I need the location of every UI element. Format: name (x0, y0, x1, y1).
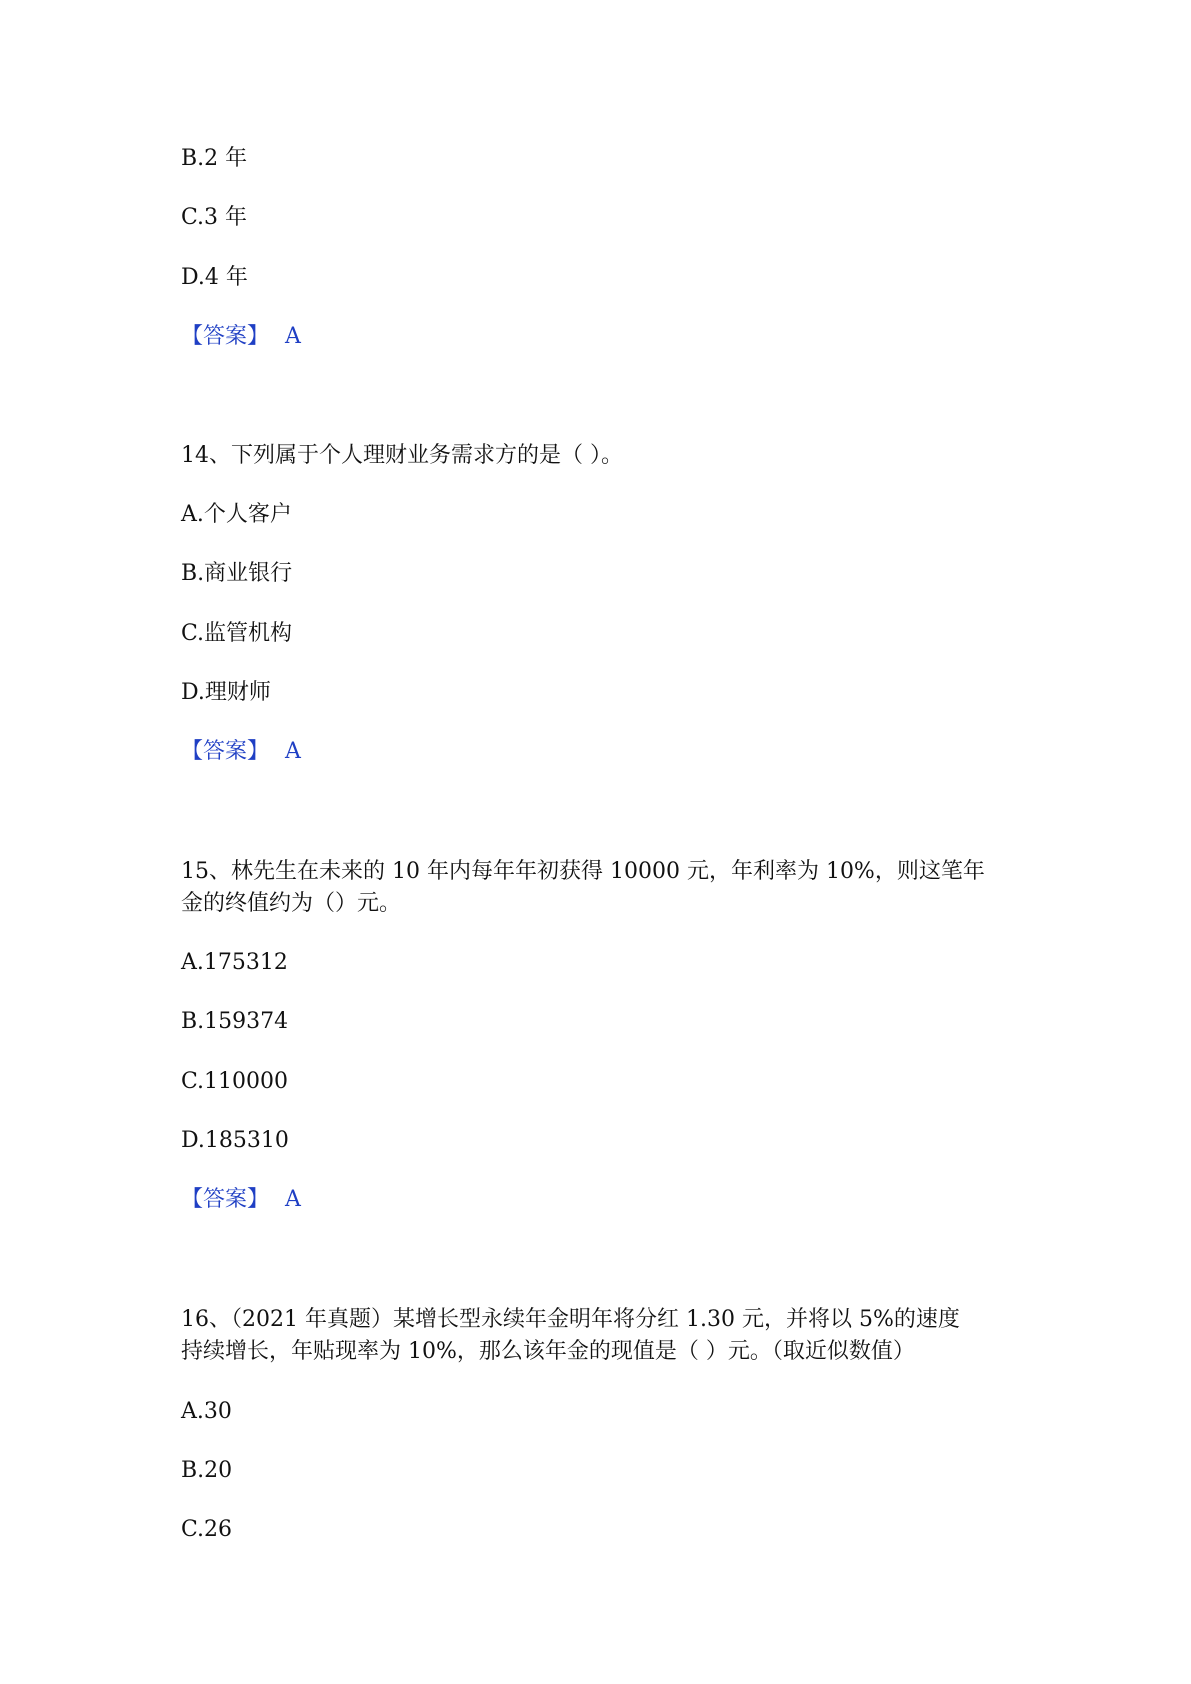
q13-option-b: B.2 年 (181, 146, 248, 171)
q16-option-a: A.30 (181, 1399, 232, 1424)
q14-option-c: C.监管机构 (181, 621, 293, 646)
q15-answer-value: A (285, 1187, 301, 1212)
q15-option-c: C.110000 (181, 1069, 289, 1094)
q16-option-c: C.26 (181, 1517, 233, 1542)
q13-answer-value: A (285, 324, 301, 349)
q16-stem-line1: 16、（2021 年真题）某增长型永续年金明年将分红 1.30 元，并将以 5%的速度 (181, 1307, 960, 1332)
q15-answer-label: 【答案】 (181, 1187, 270, 1212)
q14-option-d: D.理财师 (181, 680, 271, 705)
q15-option-d: D.185310 (181, 1128, 289, 1153)
q13-option-d: D.4 年 (181, 265, 248, 290)
q14-option-b: B.商业银行 (181, 561, 293, 586)
q14-answer-value: A (285, 739, 301, 764)
q16-option-b: B.20 (181, 1458, 233, 1483)
q15-stem-line2: 金的终值约为（）元。 (181, 891, 402, 916)
q14-stem: 14、下列属于个人理财业务需求方的是（ ）。 (181, 443, 623, 468)
q15-option-b: B.159374 (181, 1009, 289, 1034)
q13-answer (181, 321, 301, 353)
q13-option-c: C.3 年 (181, 205, 248, 230)
q15-option-a: A.175312 (181, 950, 288, 975)
q13-answer-label: 【答案】 (181, 324, 270, 349)
q15-answer (181, 1184, 301, 1216)
q14-answer (181, 736, 301, 768)
q14-answer-label: 【答案】 (181, 739, 270, 764)
q15-stem-line1: 15、林先生在未来的 10 年内每年年初获得 10000 元，年利率为 10%，则这笔年 (181, 859, 985, 884)
q14-option-a: A.个人客户 (181, 502, 292, 527)
q16-stem-line2: 持续增长，年贴现率为 10%，那么该年金的现值是（ ）元。（取近似数值） (181, 1339, 915, 1364)
